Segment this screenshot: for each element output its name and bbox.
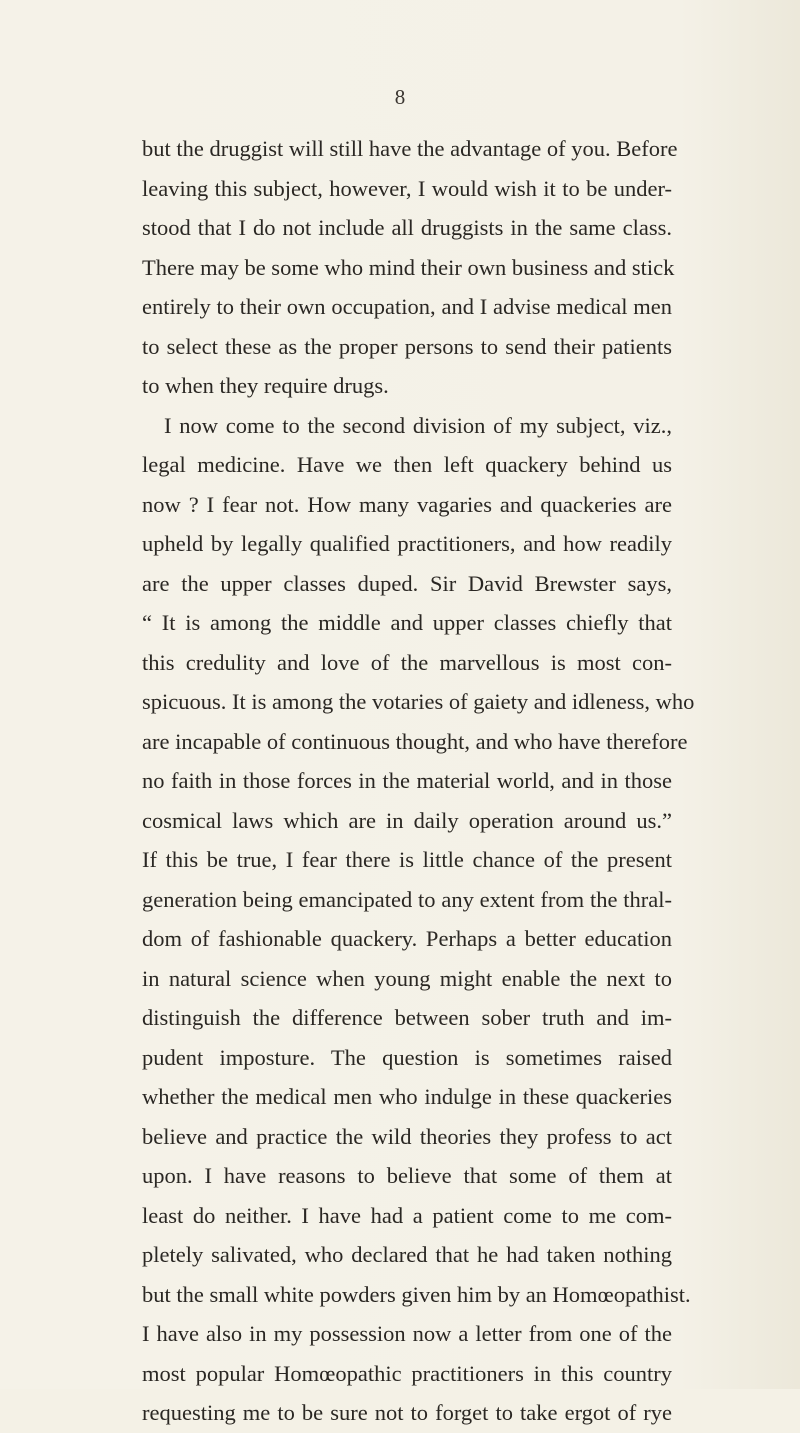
- text-line: “ It is among the middle and upper classes chiefly that: [142, 610, 672, 635]
- text-line: to select these as the proper persons to send their patients: [142, 333, 672, 359]
- text-line: but the small white powders given him by an Homœopathist.: [142, 1281, 691, 1307]
- text-line: no faith in those forces in the material world, and in those: [142, 768, 672, 793]
- text-line: whether the medical men who indulge in these quackeries: [142, 1084, 672, 1109]
- text-line: least do neither. I have had a patient come to me com-: [142, 1202, 672, 1228]
- text-line: spicuous. It is among the votaries of gaiety and idleness, who: [142, 689, 695, 714]
- body-text: [142, 129, 695, 1433]
- text-line: requesting me to be sure not to forget to take ergot of rye: [142, 1400, 672, 1425]
- text-line: cosmical laws which are in daily operation around us.”: [142, 807, 672, 833]
- text-line: generation being emancipated to any extent from the thral-: [142, 886, 672, 912]
- text-line: believe and practice the wild theories they profess to act: [142, 1123, 672, 1149]
- text-line: dom of fashionable quackery. Perhaps a better education: [142, 926, 672, 951]
- text-line: upheld by legally qualified practitioners, and how readily: [142, 531, 672, 556]
- text-line: There may be some who mind their own business and stick: [142, 254, 675, 280]
- text-line: upon. I have reasons to believe that some of them at: [142, 1163, 672, 1188]
- text-line: entirely to their own occupation, and I advise medical men: [142, 294, 672, 319]
- text-line: leaving this subject, however, I would wish it to be under-: [142, 175, 672, 201]
- text-line: are incapable of continuous thought, and who have therefore: [142, 728, 688, 754]
- text-line: are the upper classes duped. Sir David Brewster says,: [142, 570, 672, 596]
- text-line: most popular Homœopathic practitioners in this country: [142, 1360, 672, 1386]
- text-line: pudent imposture. The question is sometimes raised: [142, 1044, 672, 1070]
- text-line: in natural science when young might enable the next to: [142, 965, 672, 991]
- text-line: I now come to the second division of my subject, viz.,: [164, 412, 672, 438]
- page-number: 8: [394, 85, 406, 109]
- text-line: stood that I do not include all druggists in the same class.: [142, 215, 672, 240]
- text-line: now ? I fear not. How many vagaries and quackeries are: [142, 491, 672, 517]
- text-line: I have also in my possession now a letter from one of the: [142, 1321, 672, 1346]
- text-line: distinguish the difference between sober truth and im-: [142, 1005, 672, 1030]
- text-line: but the druggist will still have the advantage of you. Before: [142, 136, 678, 161]
- text-line: this credulity and love of the marvellous is most con-: [142, 649, 672, 675]
- text-line: legal medicine. Have we then left quackery behind us: [142, 452, 672, 477]
- text-line: pletely salivated, who declared that he had taken nothing: [142, 1242, 672, 1267]
- text-line: to when they require drugs.: [142, 373, 389, 398]
- text-line: If this be true, I fear there is little chance of the present: [142, 847, 672, 872]
